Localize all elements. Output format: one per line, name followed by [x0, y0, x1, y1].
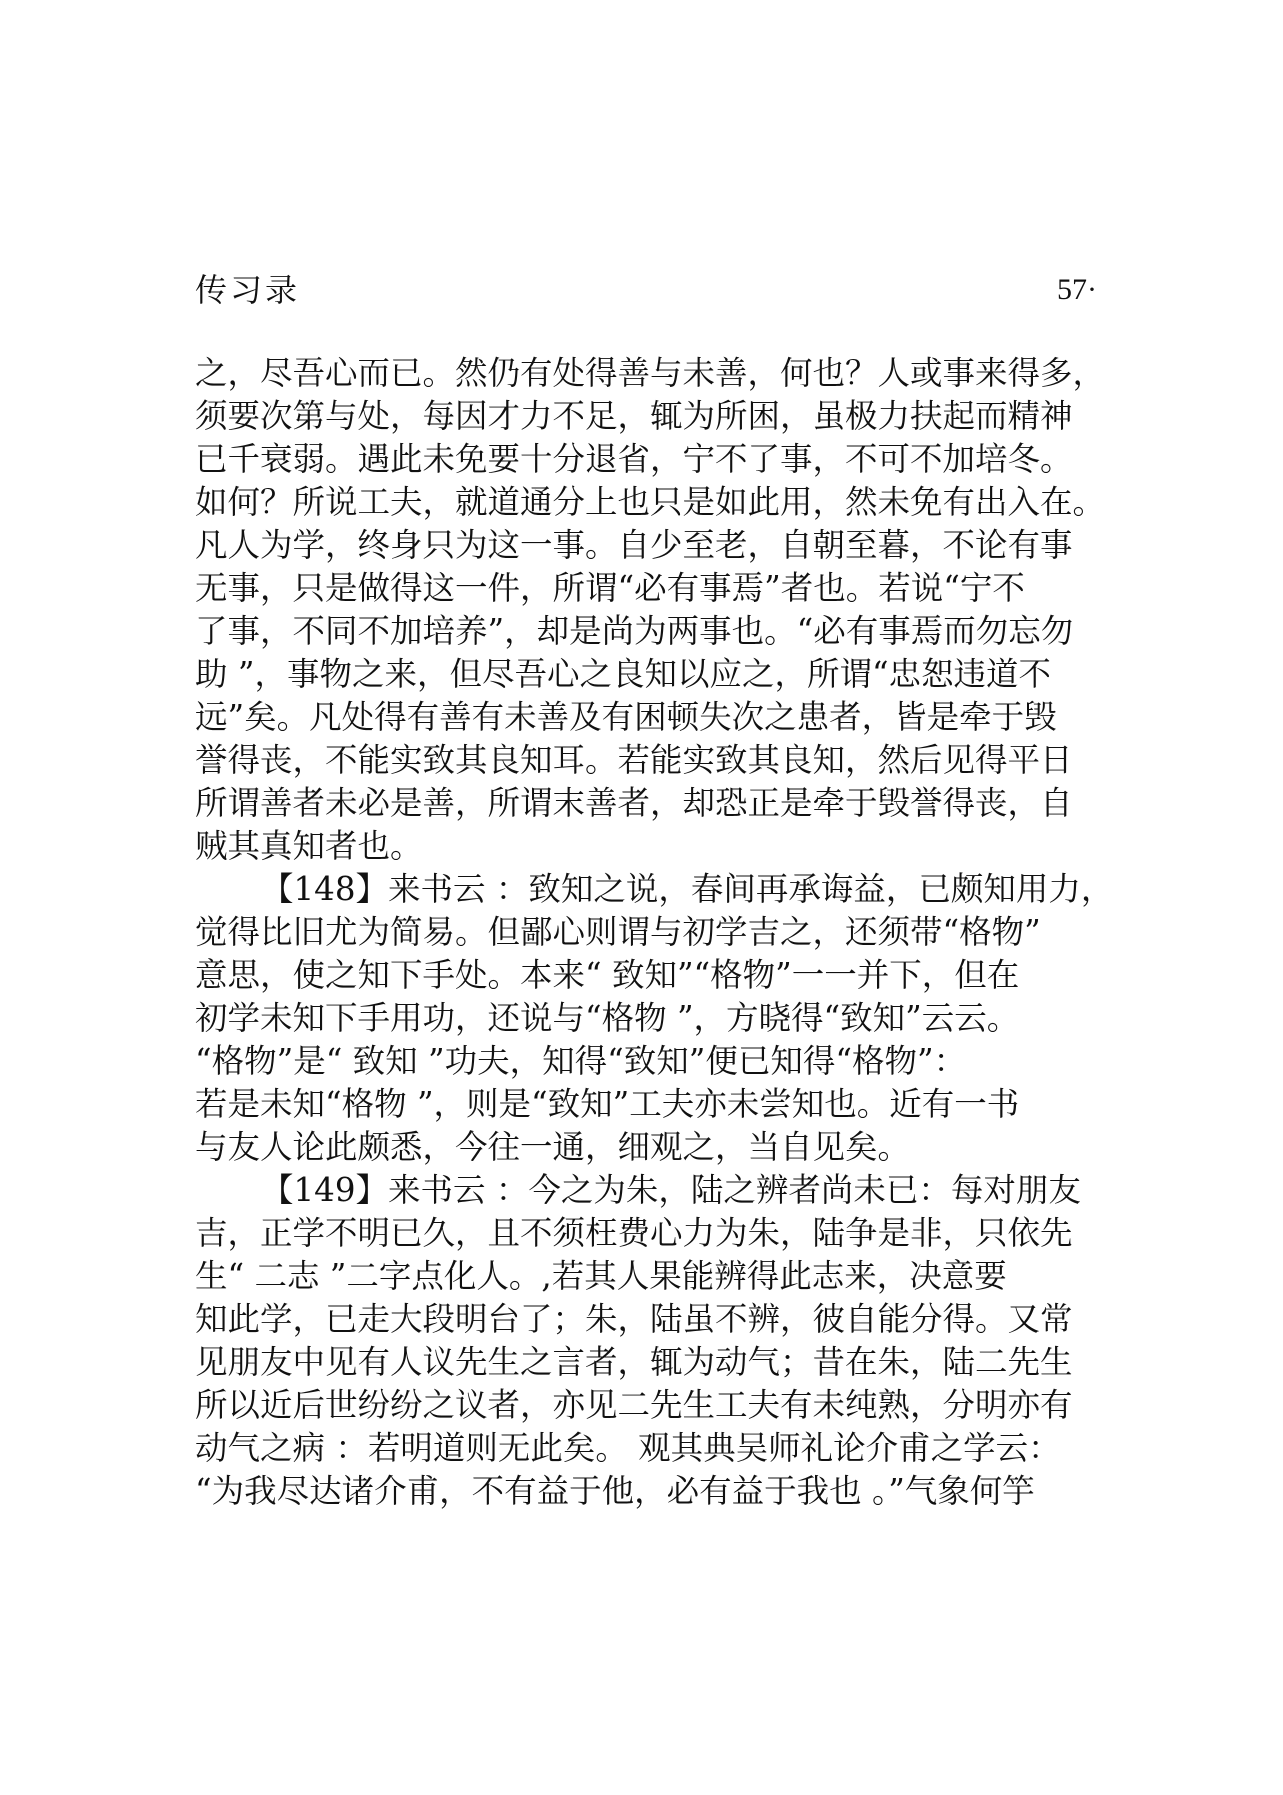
text-line: 已千衰弱。遇此未免要十分退省，宁不了事，不可不加培冬。 — [195, 440, 1073, 478]
text-line: 初学未知下手用功，还说与“格物 ”，方晓得“致知”云云。 — [195, 999, 1020, 1037]
text-line: 如何？所说工夫，就道通分上也只是如此用，然未免有出入在。 — [195, 483, 1106, 521]
text-line: 觉得比旧尤为简易。但鄙心则谓与初学吉之，还须带“格物” — [195, 913, 1041, 951]
text-line: “为我尽达诸介甫，不有益于他，必有益于我也 。”气象何竽 — [195, 1472, 1035, 1510]
text-line: 生“ 二志 ”二字点化人。,若其人果能辨得此志来，决意要 — [195, 1257, 1007, 1295]
text-line: 须要次第与处，每因才力不足，辄为所困，虽极力扶起而精神 — [195, 397, 1073, 435]
text-line: 吉，正学不明已久，且不须枉费心力为朱，陆争是非，只依先 — [195, 1214, 1073, 1252]
text-line: 所谓善者未必是善，所谓末善者，却恐正是牵于毁誉得丧，自 — [195, 784, 1073, 822]
section-149-start: 【149】来书云 ：今之为朱，陆之辨者尚未已：每对朋友 — [261, 1171, 1081, 1209]
text-line: 所以近后世纷纷之议者，亦见二先生工夫有未纯熟，分明亦有 — [195, 1386, 1073, 1424]
section-148-start: 【148】来书云 ：致知之说，春间再承诲益，已颇知用力， — [261, 870, 1114, 908]
text-line: 若是未知“格物 ”，则是“致知”工夫亦未尝知也。近有一书 — [195, 1085, 1020, 1123]
body-text — [195, 352, 1115, 1513]
text-line: 无事，只是做得这一件，所谓“必有事焉”者也。若说“宁不 — [195, 569, 1025, 607]
text-line: 知此学，已走大段明台了；朱，陆虽不辨，彼自能分得。又常 — [195, 1300, 1073, 1338]
text-line: 见朋友中见有人议先生之言者，辄为动气；昔在朱，陆二先生 — [195, 1343, 1073, 1381]
page-number: 57· — [1057, 273, 1097, 306]
text-line: 之，尽吾心而已。然仍有处得善与未善，何也？人或事来得多， — [195, 354, 1106, 392]
text-line: 远”矣。凡处得有善有未善及有困顿失次之患者，皆是牵于毁 — [195, 698, 1057, 736]
text-line: 意思，使之知下手处。本来“ 致知”“格物”一一并下，但在 — [195, 956, 1020, 994]
text-line: 贼其真知者也。 — [195, 827, 423, 865]
text-line: 助 ”，事物之来，但尽吾心之良知以应之，所谓“忠恕违道不 — [195, 655, 1052, 693]
text-line: 了事，不同不加培养”，却是尚为两事也。“必有事焉而勿忘勿 — [195, 612, 1074, 650]
running-header — [195, 268, 1097, 312]
text-line: 凡人为学，终身只为这一事。自少至老，自朝至暮，不论有事 — [195, 526, 1073, 564]
text-line: “格物”是“ 致知 ”功夫，知得“致知”便已知得“格物”： — [195, 1042, 967, 1080]
book-title: 传习录 — [195, 271, 301, 309]
text-line: 与友人论此颇悉，今往一通，细观之，当自见矣。 — [195, 1128, 911, 1166]
text-line: 誉得丧，不能实致其良知耳。若能实致其良知，然后见得平日 — [195, 741, 1073, 779]
text-line: 动气之病 ：若明道则无此矣。 观其典吴师礼论介甫之学云： — [195, 1429, 1061, 1467]
